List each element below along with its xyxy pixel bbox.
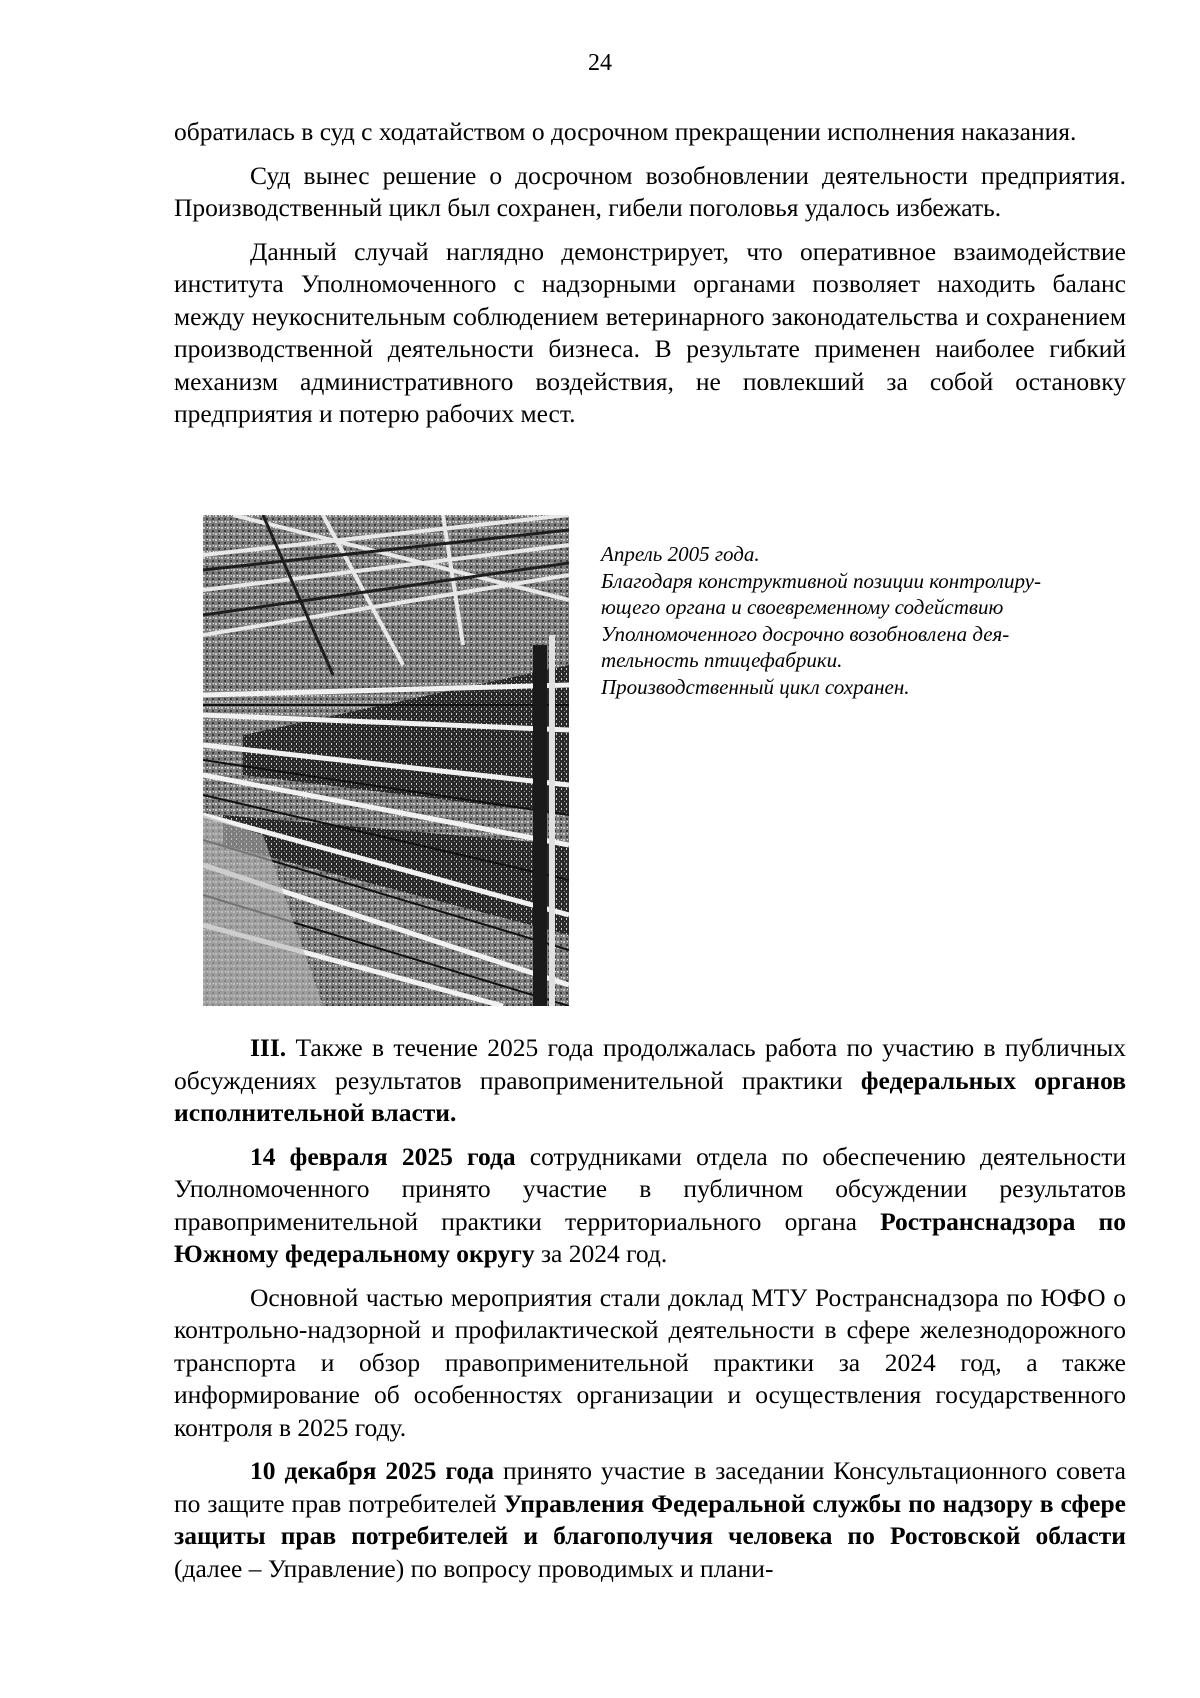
paragraph-text: принято участие в заседании Консультационного совета по защите прав потребителей [174, 1456, 1126, 1518]
paragraph-case-conclusion: Данный случай наглядно демонстрирует, что оперативное взаимодействие института Уполномоченного с надзорными органами позволяет находить баланс между неукоснительным соблюдением ветеринарного законодательства и сохранением производственной деятельности бизнеса. В результате применен наиболее гибкий механизм административного воздействия, не повлекший за собой остановку предприятия и потерю рабочих мест. [174, 236, 1126, 428]
caption-line: Благодаря конструктивной позиции контролиру- [601, 568, 1041, 593]
paragraph-text: за 2024 год. [534, 1239, 668, 1268]
photo-caption [601, 541, 1121, 700]
paragraph-february-event [174, 1141, 1126, 1271]
paragraph-text: (далее – Управление) по вопросу проводимых и плани- [174, 1553, 774, 1583]
paragraph-text: Также в течение 2025 года продолжалась работа по участию в публичных обсуждениях результатов правоприменительной практики [174, 1033, 1126, 1095]
event-date: 14 февраля 2025 года [250, 1141, 516, 1171]
caption-line: Апрель 2005 года. [601, 542, 760, 566]
paragraph-december-event [174, 1455, 1126, 1585]
paragraph-bold-text: федеральных органов исполнительной власти. [174, 1065, 1126, 1127]
event-date: 10 декабря 2025 года [250, 1456, 495, 1485]
paragraph-court-petition: обратилась в суд с ходатайством о досрочном прекращении исполнения наказания. [174, 117, 1077, 146]
agency-name: Управления Федеральной службы по надзору в сфере защиты прав потребителей и благополучия человека по Ростовской области [174, 1488, 1126, 1550]
poultry-farm-photo [203, 515, 569, 1006]
paragraph-text: сотрудниками отдела по обеспечению деятельности Уполномоченного принято участие в публичном обсуждении результатов правоприменительной практики территориального органа [174, 1141, 1126, 1236]
caption-line: Уполномоченного досрочно возобновлена дея- [601, 621, 1010, 646]
paragraph-section-3-intro [174, 1032, 1126, 1130]
section-3-paragraphs [174, 1032, 1126, 1596]
caption-line: Производственный цикл сохранен. [601, 674, 910, 699]
page-number: 24 [588, 50, 612, 76]
section-number: III. [250, 1033, 287, 1062]
paragraph-event-details: Основной частью мероприятия стали доклад МТУ Ространснадзора по ЮФО о контрольно-надзорной и профилактической деятельности в сфере железнодорожного транспорта и обзор правоприменительной практики за 2024 год, а также информирование об особенностях организации и осуществления государственного контроля в 2025 году. [174, 1282, 1126, 1442]
caption-line: ющего органа и своевременному содействию [601, 595, 1004, 619]
paragraph-court-decision: Суд вынес решение о досрочном возобновлении деятельности предприятия. Производственный цикл был сохранен, гибели поголовья удалось избежать. [174, 160, 1126, 222]
caption-line: тельность птицефабрики. [601, 648, 843, 672]
intro-paragraphs [174, 116, 1126, 442]
agency-name: Ространснадзора по Южному федеральному округу [174, 1206, 1126, 1268]
